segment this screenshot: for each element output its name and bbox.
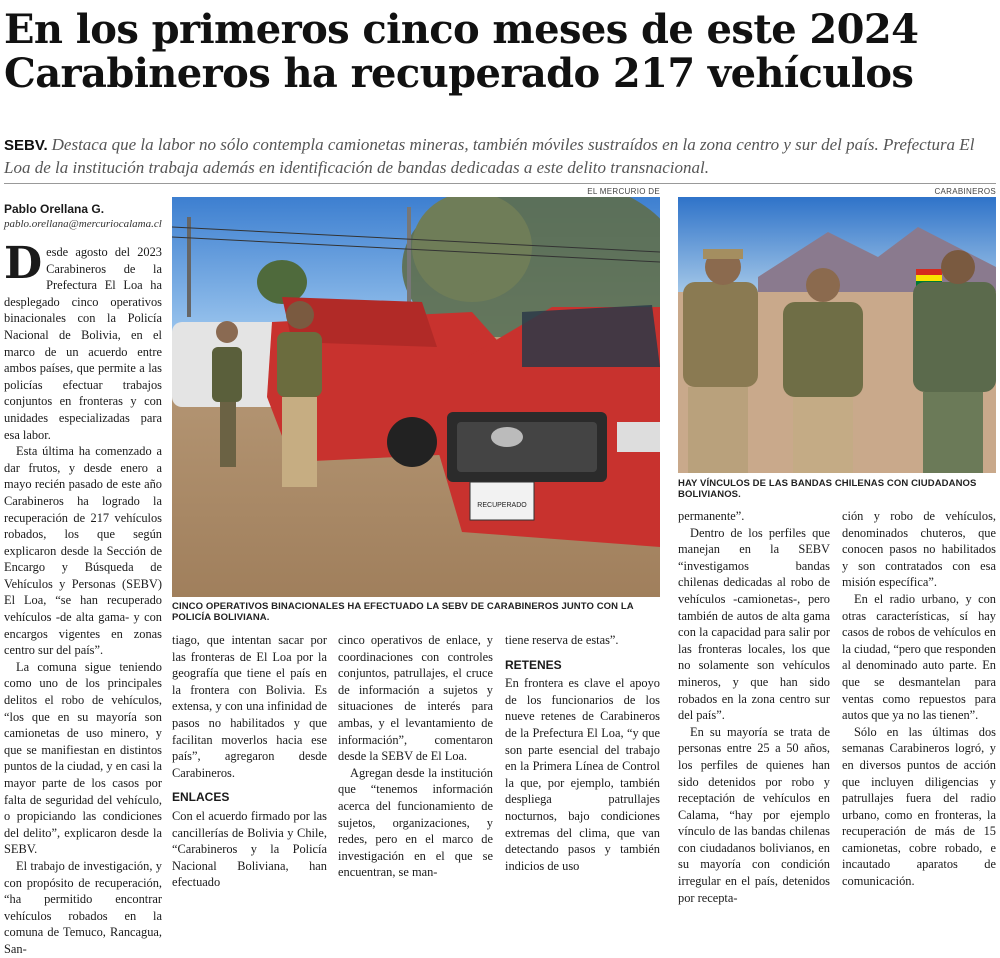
paragraph: En el radio urbano, y con otras características, sí hay casos de robos de vehículos en la ciudad, “pero que responden al denominado auto parte. En que se desmantelan para ventas como repuestos para autos que ya no las tienen”. (842, 591, 996, 723)
article-column-2 (172, 632, 327, 891)
article-column-6 (842, 508, 996, 890)
article-column-1 (4, 238, 162, 958)
side-photo-credit: CARABINEROS (934, 187, 996, 196)
divider (4, 183, 996, 184)
headline-line-1: En los primeros cinco meses de este 2024 (4, 6, 919, 53)
plate-text: RECUPERADO (477, 502, 527, 509)
paragraph: Con el acuerdo firmado por las cancillerías de Bolivia y Chile, “Carabineros y la Policía Nacional Boliviana, han efectuado (172, 808, 327, 890)
byline-name: Pablo Orellana G. (4, 202, 105, 216)
subhead-enlaces: ENLACES (172, 790, 230, 805)
subhead-retenes: RETENES (505, 657, 562, 672)
paragraph: Dentro de los perfiles que manejan en la SEBV “investigamos bandas chilenas dedicadas al robo de vehículos -camionetas-, pero también de autos de alta gama con la capacidad para salir por las fronteras locales, los que no solamente son vehículos mineros, y que han sido robados en la zona centro sur del país”. (678, 525, 830, 723)
deck-text: Destaca que la labor no sólo contempla camionetas mineras, también móviles sustraídos en la zona centro y sur del país. Prefectura El Loa de la institución trabaja además en identificación de bandas dedicadas a este delito transnacional. (4, 135, 975, 177)
main-photo-credit: EL MERCURIO DE (587, 187, 660, 196)
article-column-5 (678, 508, 830, 906)
officer-figure (683, 249, 758, 473)
paragraph: Esta última ha comenzado a dar frutos, y desde enero a mayo recién pasado de este año Carabineros ha logrado la recuperación de 217 vehículos robados, los que según explicaron desde la Sección de Encargo y Búsqueda de Vehículos y Personas (SEBV) El Loa, “se han recuperado vehículos -de alta gama- y con encargos vigentes en zonas centro sur del país”. (4, 444, 162, 658)
paragraph: Agregan desde la institución que “tenemos información acerca del funcionamiento de sujetos, organizaciones, y redes, pero en el marco de investigación en el que se encuentran, se man- (338, 765, 493, 880)
main-photo (172, 197, 660, 597)
paragraph: En frontera es clave el apoyo de los funcionarios de los nueve retenes de Carabineros de la Prefectura El Loa, “y que son parte esencial del trabajo en la Primera Línea de Control la que, por ejemplo, también despliega patrullajes nocturnos, bajo condiciones extremas del clima, que van detectando pasos y también indicios de uso (505, 676, 660, 873)
paragraph: permanente”. (678, 509, 745, 523)
article-column-4 (505, 632, 660, 874)
headline-line-2: Carabineros ha recuperado 217 vehículos (4, 50, 914, 97)
deck-tag: SEBV. (4, 137, 48, 154)
paragraph: ción y robo de vehículos, denominados chuteros, que conocen pasos no habilitados y son contratados con esa misión específica”. (842, 509, 996, 590)
main-photo-caption: CINCO OPERATIVOS BINACIONALES HA EFECTUADO LA SEBV DE CARABINEROS JUNTO CON LA POLICÍA BOLIVIANA. (172, 601, 634, 623)
paragraph: En su mayoría se trata de personas entre 25 a 50 años, los perfiles de quienes han sido detenidos por robo y receptación de vehículos en Calama, “hay por ejemplo vínculo de las bandas chilenas con ciudadanos bolivianos, en su mayoría con condición irregular en el país, detenidos por recepta- (678, 724, 830, 905)
paragraph: El trabajo de investigación, y con propósito de recuperación, “ha permitido encontrar vehículos robados en la comuna de Temuco, Rancagua, San- (4, 858, 162, 956)
dropcap: D (4, 238, 43, 289)
headline (4, 8, 996, 96)
main-photo-image (172, 197, 660, 597)
paragraph: Sólo en las últimas dos semanas Carabineros logró, y en diversos puntos de acción que incluyen diligencias y patrullajes fuera del radio urbano, como en fronteras, la recuperación de más de 15 camionetas, cobre robado, e incautado aparatos de comunicación. (842, 724, 996, 889)
byline-email: pablo.orellana@mercuriocalama.cl (4, 218, 162, 230)
paragraph: Desde agosto del 2023 Carabineros de la Prefectura El Loa ha desplegado cinco operativos binacionales con la Policía Nacional de Bolivia, en el marco de un acuerdo entre ambos países, que permite a las policías efectuar trabajos conjuntos en fronteras y con unidades especializadas para esa labor. (4, 238, 162, 442)
paragraph: cinco operativos de enlace, y coordinaciones con controles conjuntos, patrullajes, el cruce de información a sujetos y situaciones de interés para ambas, y el levantamiento de información”, comentaron desde la SEBV de El Loa. (338, 633, 493, 764)
paragraph: tiago, que intentan sacar por las fronteras de El Loa por la geografía que tiene el país en la frontera con Bolivia. Es extensa, y con una infinidad de pasos no habilitados y que facilitan moverlos hacia ese país”, agregaron desde Carabineros. (172, 633, 327, 780)
deck (4, 134, 996, 179)
paragraph: La comuna sigue teniendo como uno de los principales delitos el robo de vehículos, “los que en su mayoría son camionetas de uso minero, y que se manifiestan en distintos puntos de la ciudad, y en casi la mayor parte de los casos por falta de seguridad del vehículo, o propiciando las condiciones del delito”, explicaron desde la SEBV. (4, 659, 162, 857)
paragraph: tiene reserva de estas”. (505, 633, 619, 647)
article-column-3 (338, 632, 493, 881)
side-photo-caption: HAY VÍNCULOS DE LAS BANDAS CHILENAS CON CIUDADANOS BOLIVIANOS. (678, 478, 977, 500)
side-photo-image (678, 197, 996, 473)
side-photo (678, 197, 996, 473)
